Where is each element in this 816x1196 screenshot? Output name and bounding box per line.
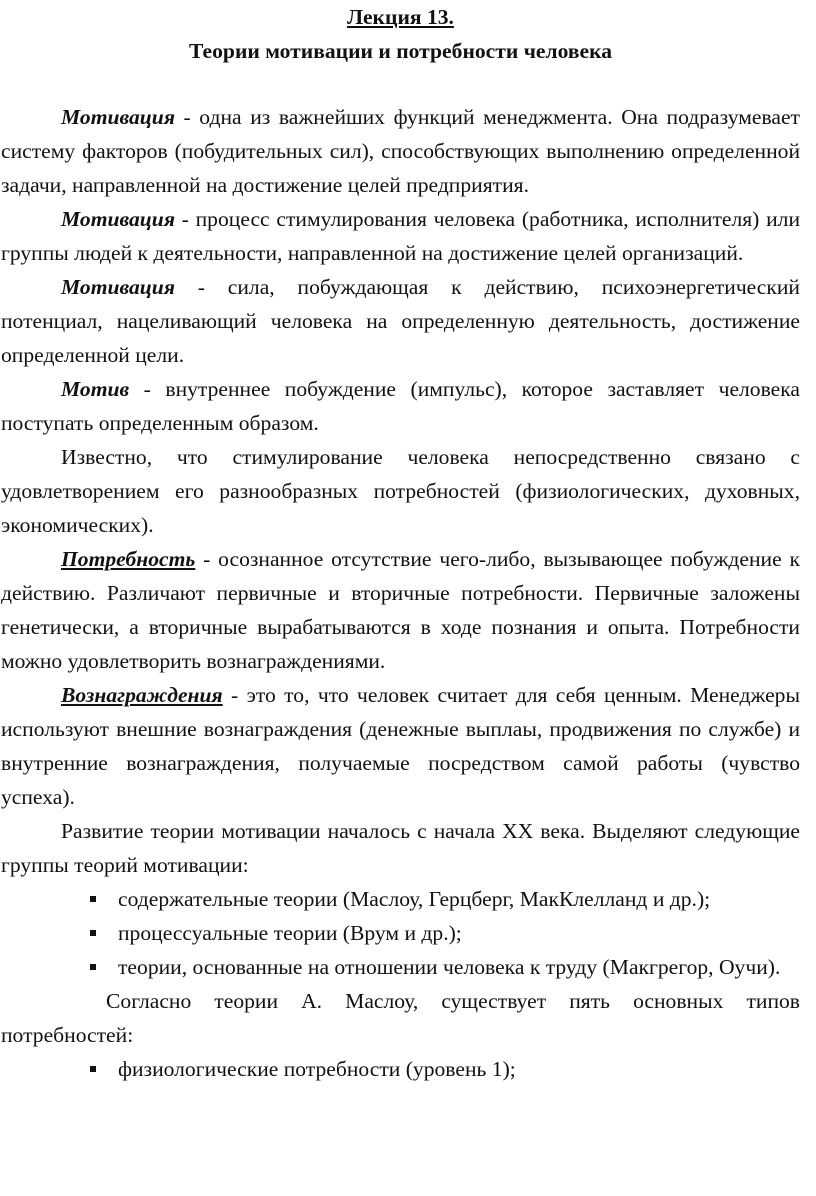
paragraph-stimulation [1, 440, 800, 542]
list-item [1, 950, 800, 984]
list-item-text: содержательные теории (Маслоу, Герцберг, МакКлелланд и др.); [118, 887, 711, 911]
term-motivation: Мотивация [61, 275, 175, 299]
list-item-text: теории, основанные на отношении человека к труду (Макгрегор, Оучи). [118, 955, 781, 979]
term-rewards: Вознаграждения [61, 683, 223, 707]
square-bullet-icon [90, 930, 96, 936]
term-need: Потребность [61, 547, 196, 571]
square-bullet-icon [90, 1066, 96, 1072]
paragraph-text: Развитие теории мотивации началось с начала XX века. Выделяют следующие группы теорий мотивации: [1, 819, 800, 877]
paragraph-motivation-1 [1, 100, 800, 202]
list-item-text: физиологические потребности (уровень 1); [118, 1057, 516, 1081]
paragraph-text: Известно, что стимулирование человека непосредственно связано с удовлетворением его разнообразных потребностей (физиологических, духовных, экономических). [1, 445, 800, 537]
list-item-text: процессуальные теории (Врум и др.); [118, 921, 462, 945]
term-motivation: Мотивация [61, 105, 175, 129]
paragraph-text: - сила, побуждающая к действию, психоэнергетический потенциал, нацеливающий человека на определенную деятельность, достижение определенной цели. [1, 275, 800, 367]
paragraph-text: - это то, что человек считает для себя ценным. Менеджеры используют внешние вознаграждения (денежные выплаы, продвижения по службе) и внутренние вознаграждения, получаемые посредством самой работы (чувство успеха). [1, 683, 800, 809]
page-title: Лекция 13. [347, 5, 454, 29]
list-item [1, 1052, 800, 1086]
needs-list [1, 1052, 800, 1086]
paragraph-motivation-2 [1, 202, 800, 270]
paragraph-theory-intro [1, 814, 800, 882]
term-motive: Мотив [61, 377, 130, 401]
paragraph-need [1, 542, 800, 678]
page-subtitle: Теории мотивации и потребности человека [188, 39, 613, 63]
paragraph-text: - одна из важнейших функций менеджмента. Она подразумевает систему факторов (побудительных сил), способствующих выполнению определенной задачи, направленной на достижение целей предприятия. [1, 105, 800, 197]
paragraph-maslow-intro: Согласно теории А. Маслоу, существует пять основных типов потребностей: [1, 989, 800, 1047]
term-motivation: Мотивация [61, 207, 175, 231]
square-bullet-icon [90, 896, 96, 902]
paragraph-motivation-3 [1, 270, 800, 372]
paragraph-text: - внутреннее побуждение (импульс), которое заставляет человека поступать определенным образом. [1, 377, 800, 435]
square-bullet-icon [90, 964, 96, 970]
list-item [1, 916, 800, 950]
paragraph-motive [1, 372, 800, 440]
paragraph-text: - процесс стимулирования человека (работника, исполнителя) или группы людей к деятельности, направленной на достижение целей организаций. [1, 207, 800, 265]
paragraph-rewards [1, 678, 800, 814]
paragraph-text: - осознанное отсутствие чего-либо, вызывающее побуждение к действию. Различают первичные и вторичные потребности. Первичные заложены генетически, а вторичные вырабатываются в ходе познания и опыта. Потребности можно удовлетворить вознаграждениями. [1, 547, 800, 673]
theory-list [1, 882, 800, 984]
list-item [1, 882, 800, 916]
